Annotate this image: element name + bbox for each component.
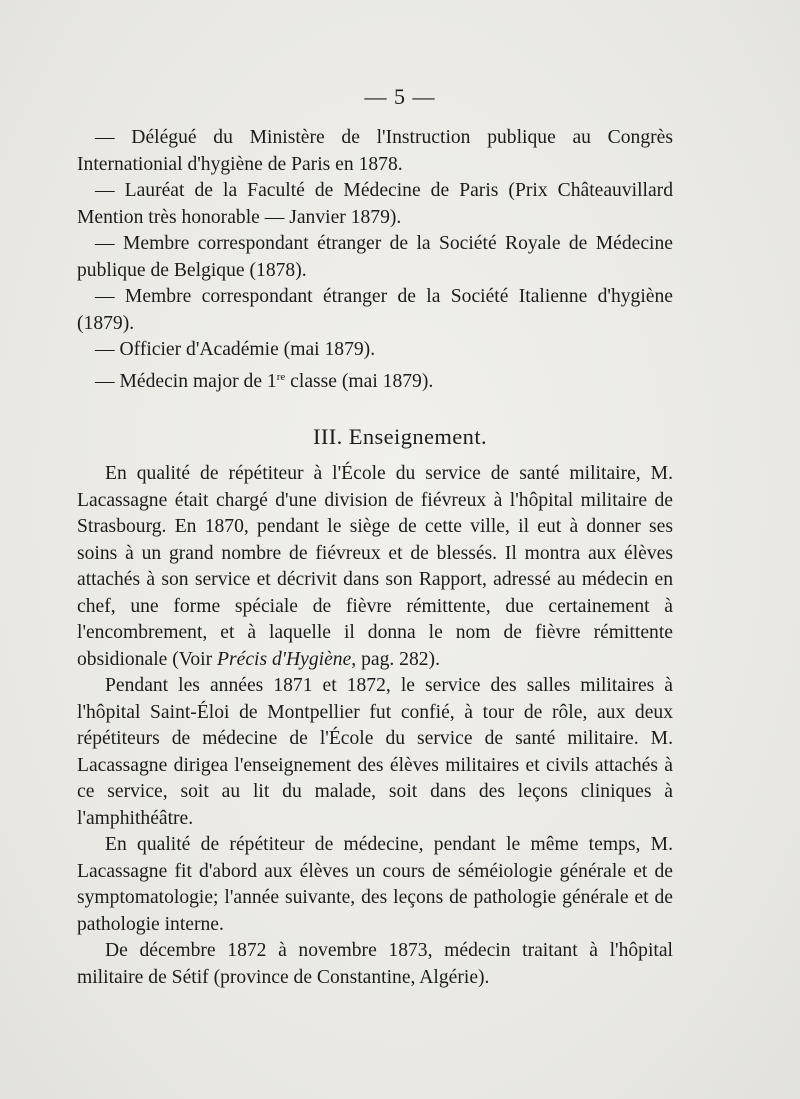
paragraph: De décembre 1872 à novembre 1873, médecin traitant à l'hôpital militaire de Sétif (province de Constantine, Algérie). xyxy=(77,940,673,988)
distinction-text: classe (mai 1879). xyxy=(285,370,434,392)
distinctions-list xyxy=(77,125,673,395)
section-heading: III. Enseignement. xyxy=(312,424,488,449)
distinction-item: — Membre correspondant étranger de la Société Royale de Médecine publique de Belgique (1878). xyxy=(77,233,673,281)
page-number: — 5 — xyxy=(364,84,436,109)
paragraph xyxy=(77,461,673,673)
distinction-item: — Membre correspondant étranger de la Société Italienne d'hygiène (1879). xyxy=(77,286,673,334)
section-body xyxy=(77,461,673,991)
distinction-item: — Officier d'Académie (mai 1879). xyxy=(95,339,376,360)
paragraph-text: , pag. 282). xyxy=(351,648,440,670)
book-title: Précis d'Hygiène xyxy=(217,648,352,670)
paragraph-text: En qualité de répétiteur à l'École du service de santé militaire, M. Lacassagne était chargé d'une division de fiévreux à l'hôpital militaire de Strasbourg. En 1870, pendant le siège de cette ville, il eut à donner ses soins à un grand nombre de fiévreux et de blessés. Il montra aux élèves attachés à son service et décrivit dans son Rapport, adressé au médecin en chef, une forme spéciale de fièvre rémittente, due certainement à l'encombrement, et à laquelle il donna le nom de fièvre rémittente obsidionale (Voir xyxy=(77,463,673,670)
distinction-item: — Lauréat de la Faculté de Médecine de Paris (Prix Châteauvillard Mention très honorable — Janvier 1879). xyxy=(77,180,673,228)
distinction-item: — Délégué du Ministère de l'Instruction publique au Congrès Internationial d'hygiène de Paris en 1878. xyxy=(77,127,673,175)
distinction-text: — Médecin major de 1 xyxy=(95,370,277,392)
superscript-ordinal: re xyxy=(276,370,286,383)
distinction-item xyxy=(77,364,673,396)
paragraph: Pendant les années 1871 et 1872, le service des salles militaires à l'hôpital Saint-Éloi de Montpellier fut confié, à tour de rôle, aux deux répétiteurs de médecine de l'École du service de santé militaire. M. Lacassagne dirigea l'enseignement des élèves militaires et civils attachés à ce service, soit au lit du malade, soit dans des leçons cliniques à l'amphithéâtre. xyxy=(77,675,673,829)
paragraph: En qualité de répétiteur de médecine, pendant le même temps, M. Lacassagne fit d'abord aux élèves un cours de séméiologie générale et de symptomatologie; l'année suivante, des leçons de pathologie générale et de pathologie interne. xyxy=(77,834,673,935)
